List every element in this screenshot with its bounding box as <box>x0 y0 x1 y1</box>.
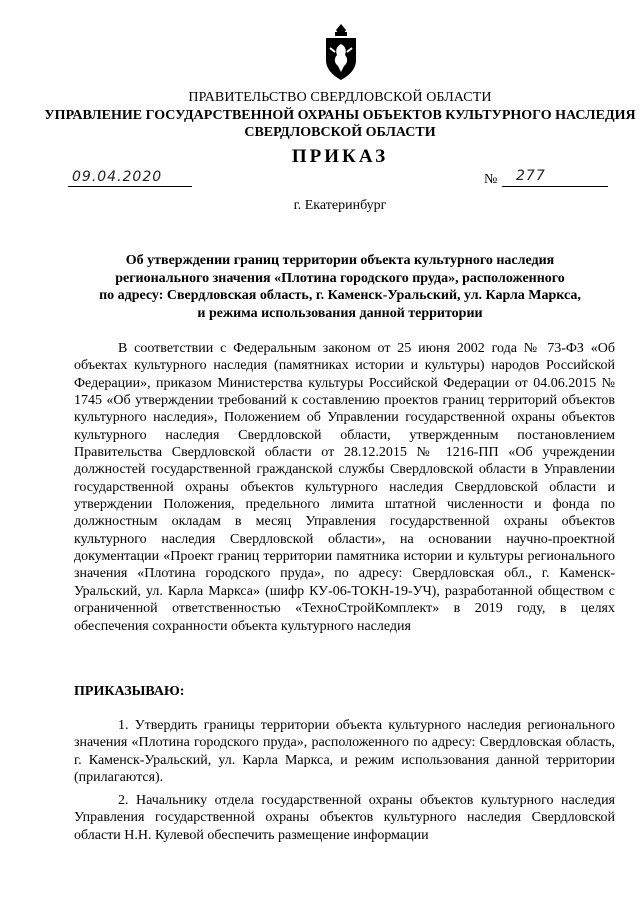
government-name: ПРАВИТЕЛЬСТВО СВЕРДЛОВСКОЙ ОБЛАСТИ <box>188 90 492 105</box>
date-handwritten: 09.04.2020 <box>72 169 163 185</box>
number-handwritten: 277 <box>516 168 546 184</box>
order-keyword: ПРИКАЗЫВАЮ: <box>74 684 185 699</box>
order-item-1: 1. Утвердить границы территории объекта культурного наследия регионального значения «Плотина городского пруда», расположенного по адресу: Свердловская область, г. Каменск-Уральский, ул. Карла Маркса, и режим использования данной территории (прилагаются). <box>74 718 615 786</box>
coat-of-arms-icon <box>321 22 361 82</box>
order-item-2: 2. Начальнику отдела государственной охраны объектов культурного наследия Управления государственной охраны объектов культурного наследия Свердловской области Н.Н. Кулевой обеспечить размещение информации <box>74 793 615 843</box>
city: г. Екатеринбург <box>293 198 387 213</box>
department-name <box>40 107 640 141</box>
date-field <box>68 168 192 187</box>
number-field <box>484 168 608 186</box>
subject-line-3: по адресу: Свердловская область, г. Каменск-Уральский, ул. Карла Маркса, <box>99 288 581 303</box>
department-line-2: СВЕРДЛОВСКОЙ ОБЛАСТИ <box>244 125 436 140</box>
order-subject <box>60 252 620 322</box>
subject-line-1: Об утверждении границ территории объекта культурного наследия <box>125 253 555 268</box>
subject-line-2: регионального значения «Плотина городского пруда», расположенного <box>115 270 565 286</box>
number-sign: № <box>484 172 498 187</box>
department-line-1: УПРАВЛЕНИЕ ГОСУДАРСТВЕННОЙ ОХРАНЫ ОБЪЕКТОВ КУЛЬТУРНОГО НАСЛЕДИЯ <box>44 108 636 123</box>
document-title: ПРИКАЗ <box>291 146 389 167</box>
subject-line-4: и режима использования данной территории <box>197 305 483 321</box>
number-line <box>502 168 608 187</box>
preamble-paragraph: В соответствии с Федеральным законом от 25 июня 2002 года № 73-ФЗ «Об объектах культурного наследия (памятниках истории и культуры) народов Российской Федерации», приказом Министерства культуры Российской Федерации от 04.06.2015 № 1745 «Об утверждении требований к составлению проектов границ территорий объектов культурного наследия», Положением об Управлении государственной охраны объектов культурного наследия Свердловской области, утвержденным постановлением Правительства Свердловской области от 28.12.2015 № 1216-ПП «Об учреждении должностей государственной гражданской службы Свердловской области в Управлении государственной охраны объектов культурного наследия Свердловской области и утверждении Положения, предельного лимита штатной численности и фонда по должностным окладам в месяц Управления государственной охраны объектов культурного наследия Свердловской области», на основании научно-проектной документации «Проект границ территории памятника истории и культуры регионального значения «Плотина городского пруда», по адресу: Свердловская обл., г. Каменск-Уральский, ул. Карла Маркса» (шифр КУ-06-ТОКН-19-УЧ), разработанной обществом с ограниченной ответственностью «ТехноСтройКомплект» в 2019 году, в целях обеспечения сохранности объекта культурного наследия <box>74 341 615 634</box>
